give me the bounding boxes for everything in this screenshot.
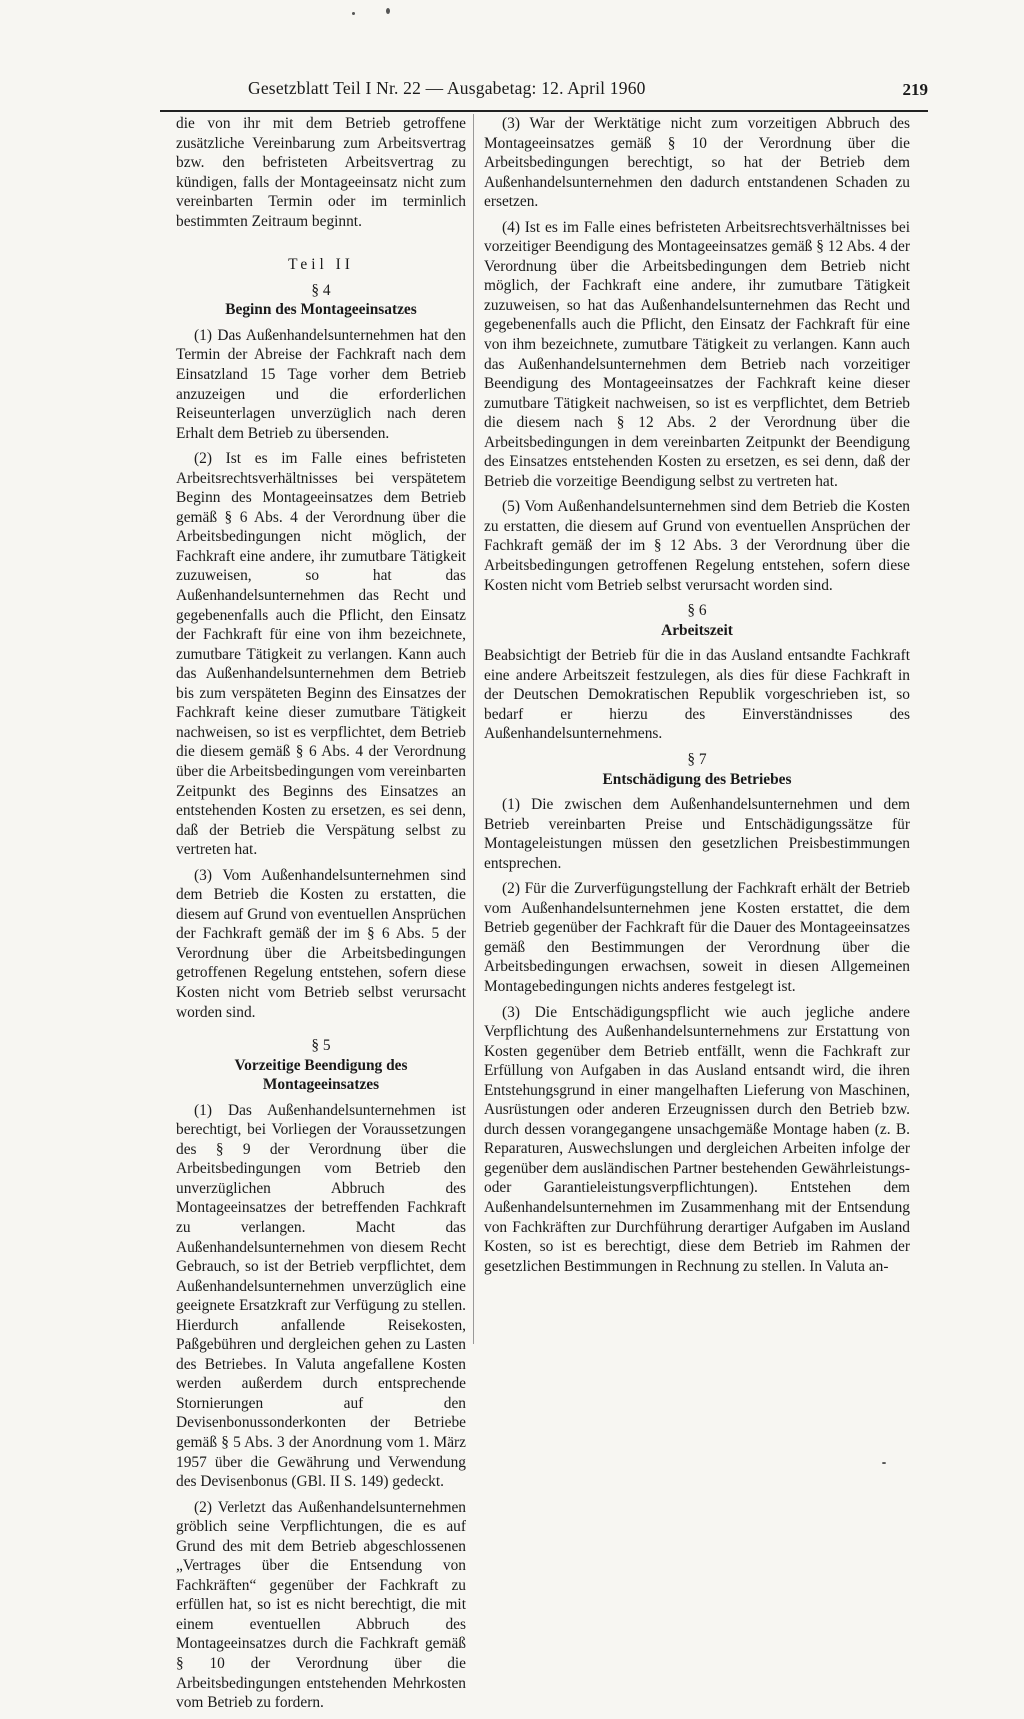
scan-speck <box>882 1462 886 1464</box>
part-heading: Teil II <box>288 256 354 274</box>
section-6-title: Arbeitszeit <box>661 621 733 639</box>
scan-speck <box>386 8 390 14</box>
section-7-paragraph-3: (3) Die Entschädigungspflicht wie auch jegliche andere Verpflichtung des Außenhandelsunternehmens zur Erstattung von Kosten gegenüber dem Betrieb entfällt, wenn die Fachkraft zur Erfüllung von Aufgaben in das Ausland entsandt wird, die ihren Entstehungsgrund in einer mangelhaften Lieferung von Maschinen, Ausrüstungen oder anderen Erzeugnissen durch den Betrieb bzw. durch dessen vorangegangene unsachgemäße Montage haben (z. B. Reparaturen, Auswechslungen und dergleichen Arbeiten infolge der gegenüber dem ausländischen Partner bestehenden Gewährleistungs- oder Garantieleistungsverpflichtungen). Entstehen dem Außenhandelsunternehmen im Zusammenhang mit der Entsendung von Fachkräften zur Durchführung derartiger Aufgaben im Ausland Kosten, so ist es berechtigt, diese dem Betrieb im Rahmen der gesetzlichen Bestimmungen in Rechnung zu stellen. In Valuta an- <box>484 1003 910 1275</box>
section-5-paragraph-4: (4) Ist es im Falle eines befristeten Arbeitsrechtsverhältnisses bei vorzeitiger Beendigung des Montageeinsatzes gemäß § 12 Abs. 4 der Verordnung über die Arbeitsbedingungen dem Betrieb nicht möglich, der Fachkraft eine andere, ihr zumutbare Tätigkeit zuzuweisen, so hat das Außenhandelsunternehmen das Recht und gegebenenfalls auch die Pflicht, den Einsatz der Fachkraft für eine von ihm bezeichnete, zumutbare Tätigkeit zu verlangen. Kann auch das Außenhandelsunternehmen dem Betrieb nach vorzeitiger Beendigung des Montageeinsatzes der Fachkraft keine dieser zumutbare Tätigkeit nachweisen, so ist es verpflichtet, dem Betrieb die diesem nach § 12 Abs. 2 der Verordnung über die Arbeitsbedingungen in dem vereinbarten Zeitpunkt der Beendigung des Einsatzes entstehenden Kosten zu ersetzen, es sei denn, daß der Betrieb die vorzeitige Beendigung selbst zu vertreten hat. <box>484 218 910 490</box>
section-4-title: Beginn des Montageeinsatzes <box>225 301 417 319</box>
right-column <box>484 114 910 1282</box>
section-5-paragraph-5: (5) Vom Außenhandelsunternehmen sind dem Betrieb die Kosten zu erstatten, die diesem auf Grund von eventuellen Ansprüchen der Fachkraft gemäß der im § 12 Abs. 3 der Verordnung über die Arbeitsbedingungen getroffenen Regelung entstehen, sofern diese Kosten nicht vom Betrieb selbst verursacht worden sind. <box>484 498 910 594</box>
section-6-number: § 6 <box>687 602 707 620</box>
section-7-paragraph-2: (2) Für die Zurverfügungstellung der Fachkraft erhält der Betrieb vom Außenhandelsunternehmen jene Kosten erstattet, die dem Betrieb gegenüber der Fachkraft für die Dauer des Montageeinsatzes gemäß den Bestimmungen der Verordnung über die Arbeitsbedingungen erwachsen, soweit in diesen Allgemeinen Montagebedingungen nichts anderes festgelegt ist. <box>484 880 910 995</box>
section-7-title: Entschädigung des Betriebes <box>602 770 792 788</box>
page-header <box>160 74 928 104</box>
scan-speck <box>352 12 355 15</box>
section-4-number: § 4 <box>311 281 331 299</box>
column-separator <box>473 114 474 1344</box>
section-5-paragraph-2: (2) Verletzt das Außenhandelsunternehmen gröblich seine Verpflichtungen, die es auf Grund des mit dem Betrieb abgeschlossenen „Vertrages über die Entsendung von Fachkräften“ gegenüber der Fachkraft zu erfüllen hat, so ist es nicht berechtigt, die mit einem eventuellen Abbruch des Montageeinsatzes durch die Fachkraft gemäß § 10 der Verordnung über die Arbeitsbedingungen entstehenden Mehrkosten vom Betrieb zu fordern. <box>176 1498 466 1712</box>
section-5-paragraph-3: (3) War der Werktätige nicht zum vorzeitigen Abbruch des Montageeinsatzes gemäß § 10 der Verordnung über die Arbeitsbedingungen berechtigt, so hat der Betrieb dem Außenhandelsunternehmen den dadurch entstandenen Schaden zu ersetzen. <box>484 115 910 211</box>
section-5-number: § 5 <box>311 1037 331 1055</box>
left-column <box>176 114 466 1719</box>
section-4-paragraph-1: (1) Das Außenhandelsunternehmen hat den Termin der Abreise der Fachkraft nach dem Einsatzland 15 Tage vorher dem Betrieb anzuzeigen und die erforderlichen Reiseunterlagen unverzüglich nach deren Erhalt dem Betrieb zu übersenden. <box>176 326 466 442</box>
section-5-title: Vorzeitige Beendigung des Montageeinsatzes <box>234 1056 408 1094</box>
header-title: Gesetzblatt Teil I Nr. 22 — Ausgabetag: 12. April 1960 <box>248 78 646 98</box>
section-4-paragraph-2: (2) Ist es im Falle eines befristeten Arbeitsrechtsverhältnisses bei verspätetem Beginn des Montageeinsatzes dem Betrieb gemäß § 6 Abs. 4 der Verordnung über die Arbeitsbedingungen nicht möglich, der Fachkraft eine andere, ihr zumutbare Tätigkeit zuzuweisen, so hat das Außenhandelsunternehmen das Recht und gegebenenfalls auch die Pflicht, den Einsatz der Fachkraft für eine von ihm bezeichnete, zumutbare Tätigkeit zu verlangen. Kann auch das Außenhandelsunternehmen dem Betrieb bis zum verspäteten Beginn des Einsatzes der Fachkraft keine dieser zumutbare Tätigkeit nachweisen, so ist es verpflichtet, dem Betrieb die diesem gemäß § 6 Abs. 4 der Verordnung über die Arbeitsbedingungen vom vereinbarten Zeitpunkt des Beginns des Einsatzes an entstehenden Kosten zu ersetzen, es sei denn, daß der Betrieb die Verspätung selbst zu vertreten hat. <box>176 450 466 859</box>
section-6-paragraph-1: Beabsichtigt der Betrieb für die in das Ausland entsandte Fachkraft eine andere Arbeitszeit festzulegen, als dies für diese Fachkraft in der Deutschen Demokratischen Republik vorgeschrieben ist, so bedarf er hierzu des Einverständnisses des Außenhandelsunternehmens. <box>484 647 910 743</box>
section-4-paragraph-3: (3) Vom Außenhandelsunternehmen sind dem Betrieb die Kosten zu erstatten, die diesem auf Grund von eventuellen Ansprüchen der Fachkraft gemäß der im § 6 Abs. 5 der Verordnung über die Arbeitsbedingungen getroffenen Regelung entstehen, sofern diese Kosten nicht vom Betrieb selbst verursacht worden sind. <box>176 866 466 1021</box>
section-7-paragraph-1: (1) Die zwischen dem Außenhandelsunternehmen und dem Betrieb vereinbarten Preise und Entschädigungssätze für Montageleistungen müssen den gesetzlichen Preisbestimmungen entsprechen. <box>484 796 910 872</box>
section-7-number: § 7 <box>687 750 707 768</box>
section-5-paragraph-1: (1) Das Außenhandelsunternehmen ist berechtigt, bei Vorliegen der Voraussetzungen des § 9 der Verordnung über die Arbeitsbedingungen vom Betrieb den unverzüglichen Abbruch des Montageeinsatzes der betreffenden Fachkraft zu verlangen. Macht das Außenhandelsunternehmen von diesem Recht Gebrauch, so ist der Betrieb verpflichtet, dem Außenhandelsunternehmen unverzüglich eine geeignete Ersatzkraft zur Verfügung zu stellen. Hierdurch anfallende Reisekosten, Paßgebühren und dergleichen gehen zu Lasten des Betriebes. In Valuta angefallene Kosten werden außerdem durch entsprechende Stornierungen auf den Devisenbonussonderkonten der Betriebe gemäß § 5 Abs. 3 der Anordnung vom 1. März 1957 über die Gewährung und Verwendung des Devisenbonus (GBl. II S. 149) gedeckt. <box>176 1101 466 1491</box>
header-rule <box>160 110 928 112</box>
intro-paragraph: die von ihr mit dem Betrieb getroffene zusätzliche Vereinbarung zum Arbeitsvertrag bzw. den befristeten Arbeitsvertrag zu kündigen, falls der Montageeinsatz nicht zum vereinbarten Termin oder im terminlich bestimmten Zeitraum beginnt. <box>176 115 466 230</box>
page-number: 219 <box>902 80 928 99</box>
